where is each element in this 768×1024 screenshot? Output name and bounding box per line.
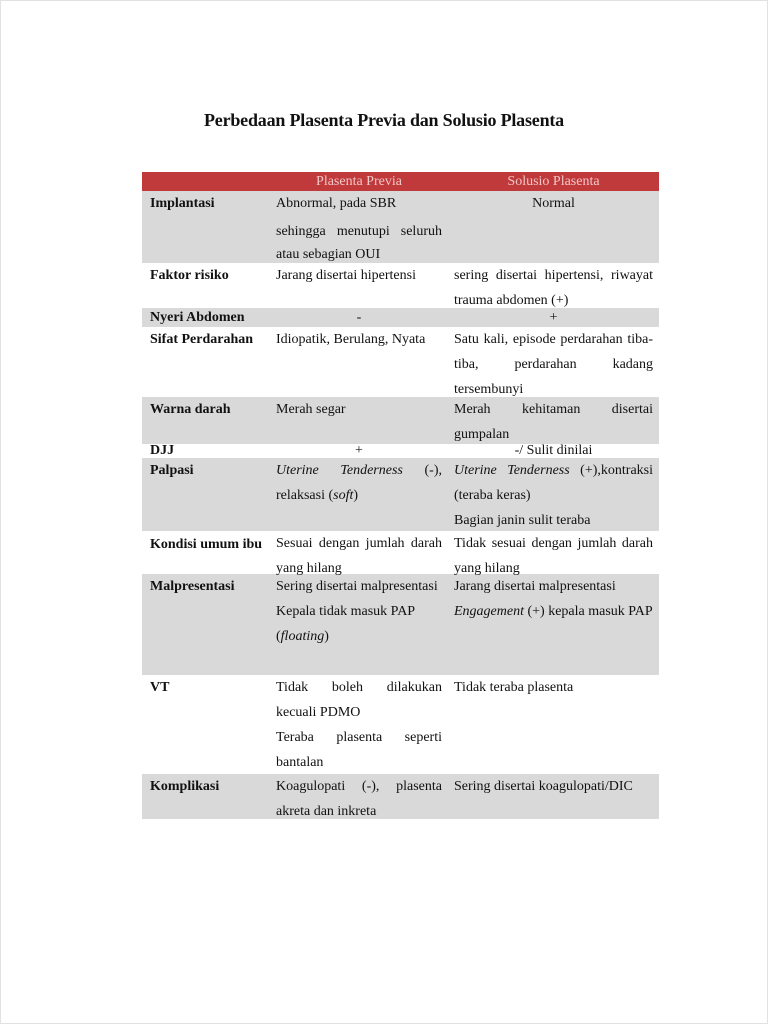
row-label: Implantasi — [150, 196, 215, 211]
previa-cell — [276, 191, 444, 263]
previa-cell — [276, 675, 444, 774]
cell-text: Tidak boleh dilakukan kecuali PDMO — [276, 680, 442, 720]
previa-cell: Jarang disertai hipertensi — [276, 268, 416, 283]
cell-text: sehingga menutupi seluruh atau sebagian OUI — [276, 224, 442, 262]
header-cell-solusio: Solusio Plasenta — [507, 174, 600, 189]
table-row — [142, 675, 659, 774]
table-row — [142, 263, 659, 308]
row-label: VT — [150, 680, 170, 695]
solusio-cell: Satu kali, episode perdarahan tiba-tiba, perdarahan kadang tersembunyi — [454, 332, 653, 397]
cell-text-em: Engagement — [454, 604, 524, 619]
cell-text: (+) kepala masuk PAP — [523, 604, 653, 619]
previa-cell — [276, 458, 444, 531]
cell-text: Abnormal, pada SBR — [276, 196, 397, 211]
cell-text-em: floating — [280, 629, 325, 644]
comparison-table — [142, 172, 659, 819]
row-label: Palpasi — [150, 463, 194, 478]
row-label: Faktor risiko — [150, 268, 229, 283]
solusio-cell: sering disertai hipertensi, riwayat trauma abdomen (+) — [454, 268, 653, 308]
cell-text-em: Uterine Tenderness — [276, 463, 403, 478]
table-header-row — [142, 172, 659, 191]
table-row — [142, 531, 659, 574]
cell-text: Teraba plasenta seperti bantalan — [276, 730, 442, 770]
table-row — [142, 308, 659, 327]
cell-text-em: Uterine Tenderness — [454, 463, 570, 478]
row-label: DJJ — [150, 444, 175, 458]
header-cell-empty — [142, 172, 276, 191]
previa-cell: Sesuai dengan jumlah darah yang hilang — [276, 536, 442, 576]
cell-text: Jarang disertai malpresentasi — [454, 579, 616, 594]
table-row — [142, 397, 659, 444]
previa-cell: Idiopatik, Berulang, Nyata — [276, 332, 426, 347]
solusio-cell: Tidak teraba plasenta — [454, 680, 574, 695]
cell-text-wrap — [454, 599, 653, 624]
solusio-cell: -/ Sulit dinilai — [514, 444, 593, 458]
solusio-cell — [444, 458, 659, 531]
solusio-cell: + — [549, 310, 558, 325]
cell-text: (-), relaksasi ( — [276, 463, 442, 503]
cell-text-wrap: (floating) — [276, 629, 329, 644]
row-label: Kondisi umum ibu — [150, 537, 263, 552]
cell-text: Bagian janin sulit teraba — [454, 513, 591, 528]
previa-cell: Merah segar — [276, 402, 346, 417]
row-label: Malpresentasi — [150, 579, 235, 594]
header-cell-previa: Plasenta Previa — [316, 174, 402, 189]
document-title: Perbedaan Plasenta Previa dan Solusio Plasenta — [204, 110, 564, 130]
solusio-cell — [444, 574, 659, 675]
previa-cell: + — [355, 444, 363, 458]
cell-text: ) — [353, 488, 359, 503]
table-row — [142, 574, 659, 675]
table-row — [142, 191, 659, 263]
cell-text: (+),kontraksi (teraba keras) — [454, 463, 653, 503]
cell-text: Kepala tidak masuk PAP — [276, 604, 416, 619]
row-label: Nyeri Abdomen — [150, 310, 245, 325]
row-label: Warna darah — [150, 402, 231, 417]
previa-cell: - — [356, 310, 362, 325]
previa-cell: Koagulopati (-), plasenta akreta dan inkreta — [276, 779, 442, 819]
row-label: Komplikasi — [150, 779, 220, 794]
cell-text-em: soft — [333, 488, 354, 503]
table-row — [142, 444, 659, 458]
previa-cell — [276, 574, 444, 675]
solusio-cell: Tidak sesuai dengan jumlah darah yang hilang — [454, 536, 653, 576]
table-row — [142, 774, 659, 819]
table-row — [142, 327, 659, 397]
table-row — [142, 458, 659, 531]
solusio-cell: Merah kehitaman disertai gumpalan — [454, 402, 653, 442]
row-label: Sifat Perdarahan — [150, 332, 254, 347]
solusio-cell: Normal — [532, 196, 575, 211]
solusio-cell: Sering disertai koagulopati/DIC — [454, 779, 633, 794]
cell-text: Sering disertai malpresentasi — [276, 579, 438, 594]
